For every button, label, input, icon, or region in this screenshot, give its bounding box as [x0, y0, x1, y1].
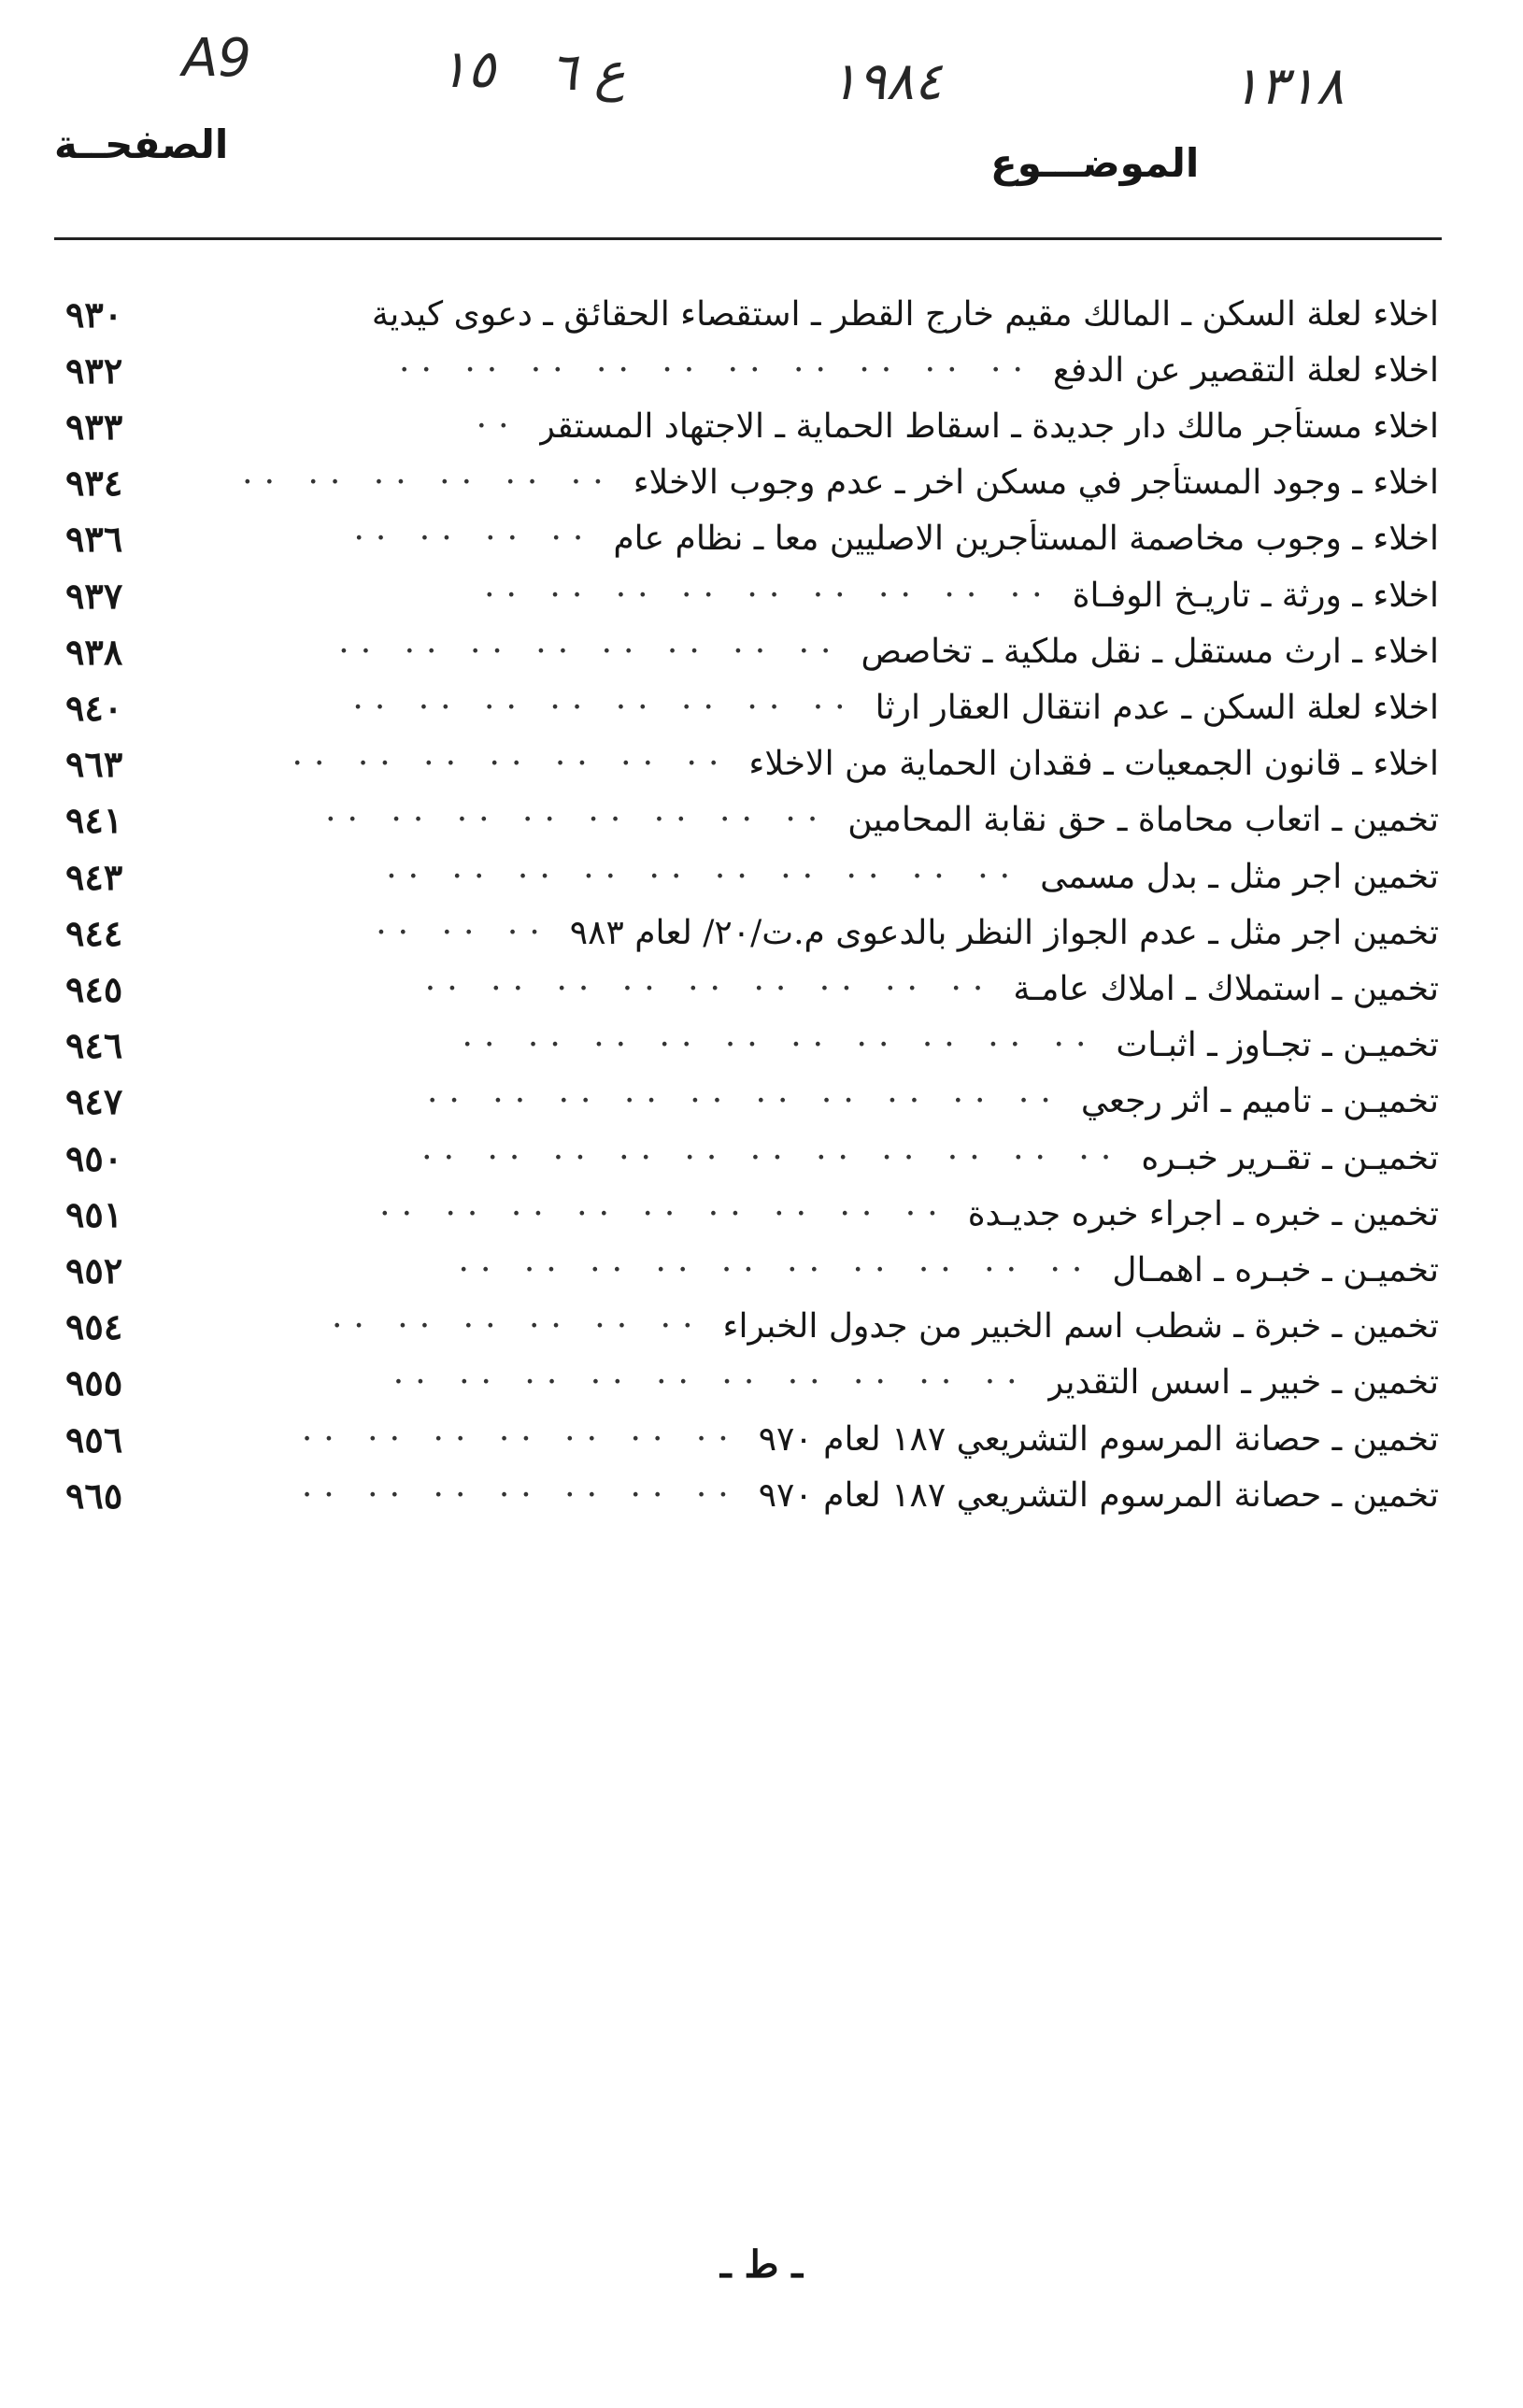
entry-leader-dots: ·· ·· ·· ·· ·· ·· ·· ·· ·· ··	[386, 857, 1022, 896]
entry-leader-dots: ·· ·· ·· ·· ·· ·· ··	[301, 1419, 740, 1459]
entry-subject: تخمين ـ استملاك ـ املاك عامـة	[1013, 969, 1439, 1008]
entry-leader-dots: ·· ·· ·· ·· ·· ··	[242, 463, 615, 503]
entry-page-number: ٩٣٤	[65, 462, 123, 505]
page-marker: ـ ط ـ	[719, 2243, 804, 2287]
entry-subject: تخميـن ـ تقـرير خبـره	[1141, 1138, 1439, 1177]
entry-subject: تخمين اجر مثل ـ بدل مسمى	[1040, 857, 1439, 896]
entry-subject: تخميـن ـ تاميم ـ اثر رجعي	[1080, 1082, 1439, 1121]
entry-page-number: ٩٣٧	[65, 574, 123, 617]
header-divider	[54, 237, 1442, 240]
entry-leader-dots: ·· ·· ·· ·· ·· ·· ·· ·· ·· ··	[458, 1250, 1094, 1289]
index-entry	[65, 338, 1439, 402]
entry-leader-dots: ·· ·· ·· ·· ·· ·· ·· ··	[325, 801, 830, 840]
entry-page-number: ٩٥٠	[65, 1136, 123, 1179]
index-entry	[65, 1295, 1439, 1359]
index-entry	[65, 845, 1439, 908]
entry-subject: تخمين اجر مثل ـ عدم الجواز النظر بالدعوى م.ت/٢٠/ لعام ٩٨٣	[569, 913, 1439, 952]
entry-leader-dots: ·· ·· ··	[376, 913, 551, 952]
entry-page-number: ٩٥١	[65, 1192, 123, 1235]
index-entry	[65, 789, 1439, 852]
subject-column-header: الموضـــوع	[990, 140, 1200, 186]
entry-page-number: ٩٣٢	[65, 349, 123, 392]
entry-page-number: ٩٣٨	[65, 630, 123, 673]
index-entry	[65, 451, 1439, 515]
handwritten-note: ع ٦	[549, 42, 626, 103]
index-entry	[65, 733, 1439, 796]
entry-leader-dots: ··	[476, 406, 520, 446]
handwritten-note: ١٥	[439, 39, 496, 100]
handwritten-note: ١٩٨٤	[830, 51, 943, 112]
index-entry	[65, 676, 1439, 739]
entry-subject: اخلاء لعلة السكن ـ عدم انتقال العقار ارثا	[875, 688, 1439, 727]
index-entry	[65, 1014, 1439, 1077]
entry-subject: اخلاء ـ وجوب مخاصمة المستأجرين الاصليين معا ـ نظام عام	[613, 520, 1439, 559]
entry-subject: اخلاء ـ وجود المستأجر في مسكن اخر ـ عدم وجوب الاخلاء	[633, 463, 1439, 503]
entry-page-number: ٩٥٢	[65, 1248, 123, 1291]
entry-leader-dots: ·· ·· ·· ·· ·· ·· ·· ··	[352, 688, 857, 727]
entry-page-number: ٩٤٠	[65, 686, 123, 729]
entry-page-number: ٩٤٧	[65, 1080, 123, 1123]
entry-page-number: ٩٦٥	[65, 1474, 123, 1517]
entry-leader-dots: ·· ·· ·· ·· ·· ·· ·· ·· ·· ··	[399, 350, 1034, 390]
entry-leader-dots: ·· ·· ·· ··	[353, 520, 595, 559]
index-entry	[65, 957, 1439, 1020]
index-entry	[65, 282, 1439, 346]
entry-leader-dots: ·· ·· ·· ·· ·· ·· ·· ·· ·· ··	[426, 1082, 1062, 1121]
handwritten-note: A9	[182, 28, 251, 89]
entry-subject: تخمين ـ حصانة المرسوم التشريعي ١٨٧ لعام ٩٧٠	[758, 1475, 1439, 1515]
index-entry	[65, 1182, 1439, 1246]
entry-page-number: ٩٣٠	[65, 292, 123, 335]
index-entry	[65, 394, 1439, 458]
page-column-header: الصفحــة	[54, 121, 229, 167]
entry-subject: تخمين ـ حصانة المرسوم التشريعي ١٨٧ لعام ٩٧٠	[758, 1419, 1439, 1459]
entry-page-number: ٩٤٣	[65, 855, 123, 898]
entry-page-number: ٩٦٣	[65, 743, 123, 786]
entry-page-number: ٩٥٤	[65, 1305, 123, 1348]
entry-subject: اخلاء مستأجر مالك دار جديدة ـ اسقاط الحماية ـ الاجتهاد المستقر	[538, 406, 1439, 446]
index-entry	[65, 1126, 1439, 1190]
entry-page-number: ٩٤٤	[65, 911, 123, 954]
entry-subject: اخلاء ـ ارث مستقل ـ نقل ملكية ـ تخاصص	[861, 632, 1439, 671]
entry-page-number: ٩٣٦	[65, 518, 123, 561]
entry-leader-dots: ·· ·· ·· ·· ·· ··	[331, 1307, 705, 1346]
index-entry	[65, 901, 1439, 964]
index-entry	[65, 507, 1439, 571]
entry-leader-dots: ·· ·· ·· ·· ·· ·· ··	[292, 745, 731, 784]
entry-leader-dots: ·· ·· ·· ·· ·· ·· ·· ·· ··	[484, 576, 1054, 615]
entry-subject: اخلاء ـ قانون الجمعيات ـ فقدان الحماية من الاخلاء	[748, 745, 1439, 784]
index-entry	[65, 1463, 1439, 1527]
entry-page-number: ٩٥٦	[65, 1418, 123, 1460]
entry-leader-dots: ·· ·· ·· ·· ·· ·· ·· ·· ·· ··	[392, 1363, 1029, 1403]
index-entry	[65, 1407, 1439, 1471]
entry-page-number: ٩٤١	[65, 799, 123, 842]
entry-page-number: ٩٤٥	[65, 967, 123, 1010]
entry-leader-dots: ·· ·· ·· ·· ·· ·· ·· ·· ··	[379, 1194, 949, 1233]
index-entry	[65, 1070, 1439, 1133]
index-entry	[65, 563, 1439, 627]
entry-page-number: ٩٥٥	[65, 1361, 123, 1404]
entry-subject: تخمين ـ خبره ـ اجراء خبره جديـدة	[967, 1194, 1439, 1233]
entry-page-number: ٩٤٦	[65, 1024, 123, 1067]
entry-leader-dots: ·· ·· ·· ·· ·· ·· ·· ·· ·· ··	[462, 1026, 1098, 1065]
handwritten-note: ١٣١٨	[1231, 56, 1345, 117]
entry-subject: تخمين ـ خبرة ـ شطب اسم الخبير من جدول الخبراء	[722, 1307, 1439, 1346]
entry-subject: تخمين ـ اتعاب محاماة ـ حق نقابة المحامين	[847, 801, 1439, 840]
index-entry	[65, 620, 1439, 683]
entry-page-number: ٩٣٣	[65, 405, 123, 448]
entry-leader-dots: ·· ·· ·· ·· ·· ·· ·· ··	[338, 632, 843, 671]
entry-leader-dots: ·· ·· ·· ·· ·· ·· ·· ·· ··	[424, 969, 995, 1008]
entry-subject: اخلاء ـ ورثة ـ تاريـخ الوفـاة	[1072, 576, 1439, 615]
entry-leader-dots: ·· ·· ·· ·· ·· ·· ·· ·· ·· ·· ··	[421, 1138, 1123, 1177]
entry-subject: اخلاء لعلة التقصير عن الدفع	[1052, 350, 1439, 390]
entry-subject: اخلاء لعلة السكن ـ المالك مقيم خارج القطر ـ استقصاء الحقائق ـ دعوى كيدية	[371, 294, 1439, 334]
index-entry	[65, 1351, 1439, 1415]
entry-subject: تخمين ـ خبير ـ اسس التقدير	[1046, 1363, 1439, 1403]
entry-leader-dots: ·· ·· ·· ·· ·· ·· ··	[301, 1475, 740, 1515]
entry-subject: تخميـن ـ خبـره ـ اهمـال	[1112, 1250, 1439, 1289]
entry-subject: تخميـن ـ تجـاوز ـ اثبـات	[1116, 1026, 1439, 1065]
index-entry	[65, 1238, 1439, 1302]
